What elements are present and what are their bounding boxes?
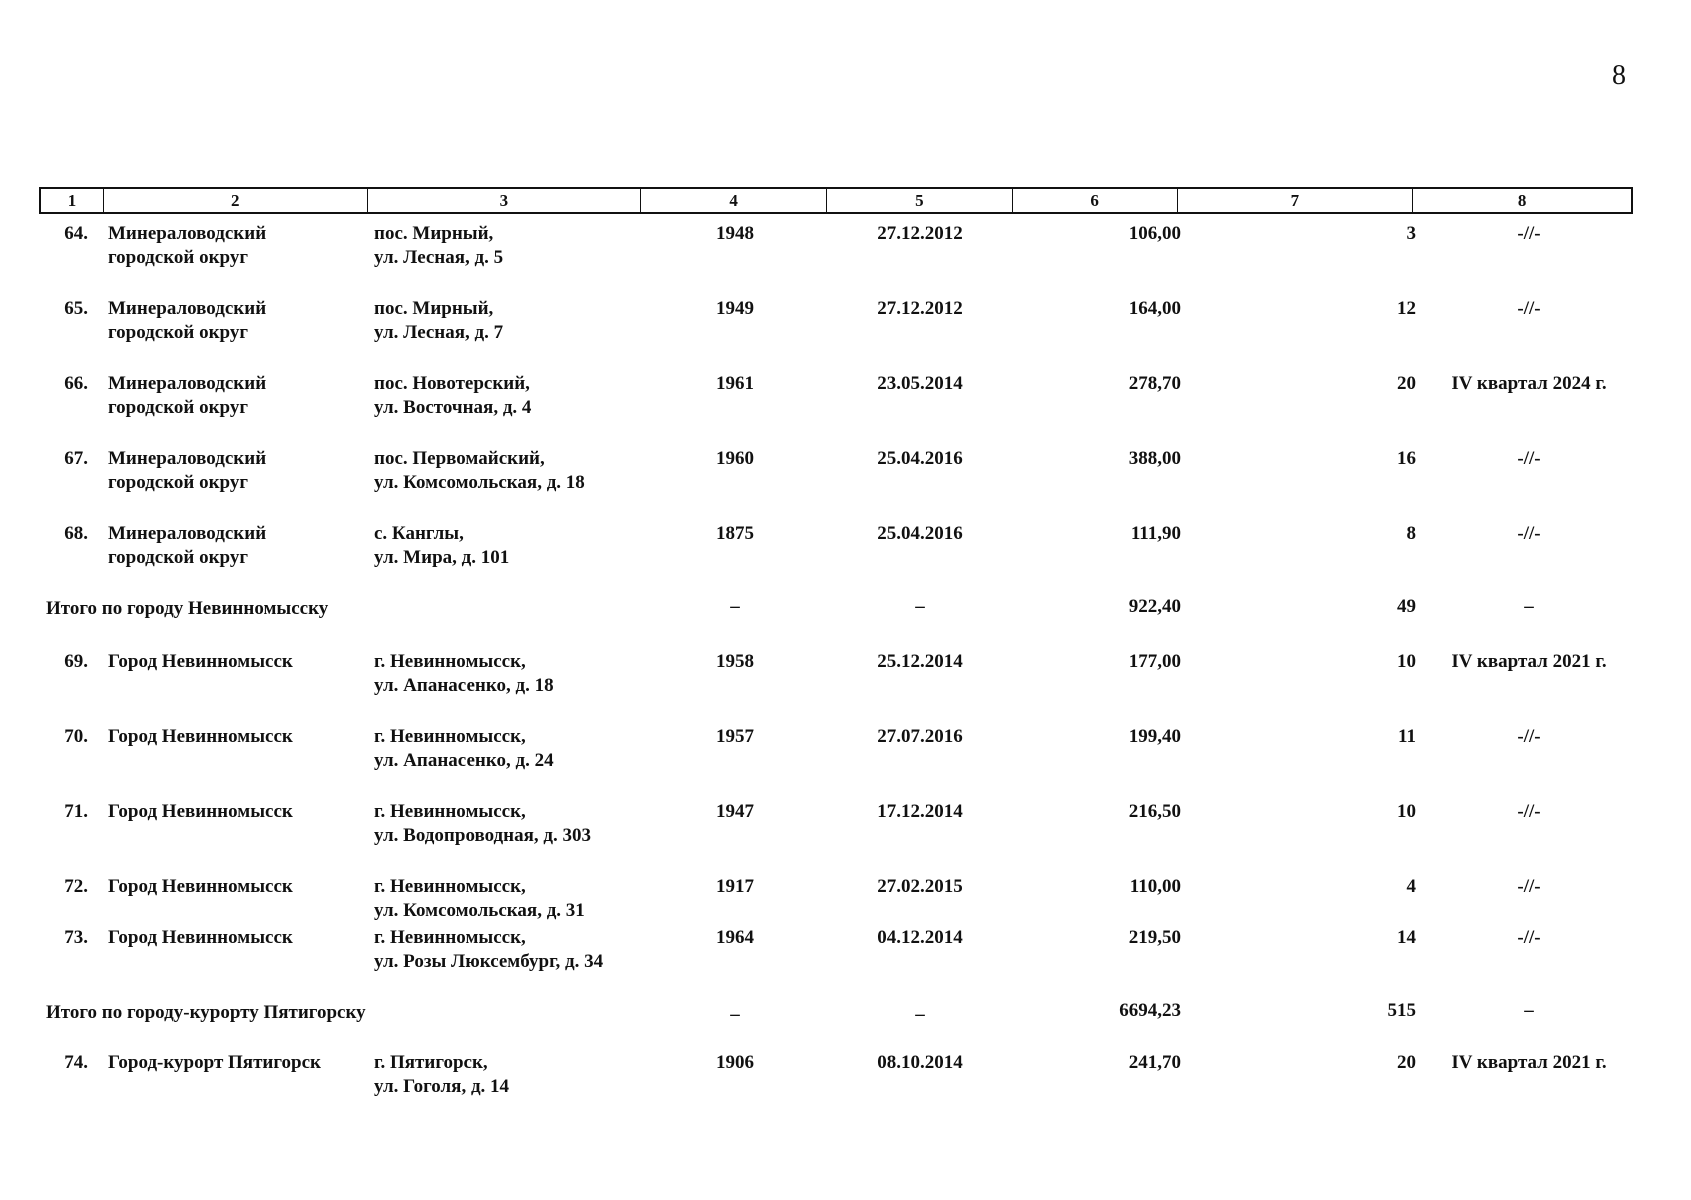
decision-date: 27.07.2016 (877, 726, 963, 747)
row-number: 73. (64, 927, 88, 948)
address: г. Пятигорск, ул. Гоголя, д. 14 (374, 1052, 510, 1097)
term: -//- (1517, 876, 1541, 897)
table-row (0, 642, 1691, 717)
row-number: 70. (64, 726, 88, 747)
year-built: 1958 (716, 651, 754, 672)
row-number: 65. (64, 298, 88, 319)
page-number: 8 (1612, 60, 1626, 91)
residents: 20 (1397, 373, 1416, 394)
address: пос. Мирный, ул. Лесная, д. 7 (374, 298, 504, 343)
header-col-2: 2 (104, 189, 368, 212)
municipality: Город Невинномысск (108, 726, 293, 747)
term: -//- (1517, 726, 1541, 747)
decision-date: 08.10.2014 (877, 1052, 963, 1073)
header-col-6: 6 (1013, 189, 1178, 212)
municipality: Минераловодский городской округ (108, 523, 267, 568)
table-row (0, 439, 1691, 514)
table-row (0, 717, 1691, 792)
residents: 3 (1406, 223, 1416, 244)
term: -//- (1517, 927, 1541, 948)
decision-date: 27.12.2012 (877, 298, 963, 319)
municipality: Минераловодский городской округ (108, 448, 267, 493)
area: 177,00 (1128, 651, 1181, 672)
decision-date: 17.12.2014 (877, 801, 963, 822)
header-col-8: 8 (1517, 191, 1527, 210)
area: 388,00 (1128, 448, 1181, 469)
row-number: 69. (64, 651, 88, 672)
subtotal-label: Итого по городу Невинномысску (46, 598, 329, 619)
decision-date: 04.12.2014 (877, 927, 963, 948)
table-row (0, 514, 1691, 587)
decision-date: 25.12.2014 (877, 651, 963, 672)
header-col-1: 1 (41, 189, 104, 212)
municipality: Город Невинномысск (108, 876, 293, 897)
year-built: 1906 (716, 1052, 754, 1073)
decision-date: 25.04.2016 (877, 523, 963, 544)
term: -//- (1517, 298, 1541, 319)
address: с. Канглы, ул. Мира, д. 101 (374, 523, 510, 568)
table-row (0, 364, 1691, 439)
term: -//- (1517, 448, 1541, 469)
address: г. Невинномысск, ул. Розы Люксембург, д. 34 (374, 927, 604, 972)
subtotal-date: – (915, 596, 925, 617)
residents: 10 (1397, 801, 1416, 822)
area: 216,50 (1128, 801, 1181, 822)
address: г. Невинномысск, ул. Водопроводная, д. 303 (374, 801, 591, 846)
row-number: 67. (64, 448, 88, 469)
residents: 16 (1397, 448, 1416, 469)
residents: 14 (1397, 927, 1416, 948)
municipality: Город Невинномысск (108, 801, 293, 822)
table-row (0, 792, 1691, 867)
subtotal-date: – (915, 1004, 925, 1025)
year-built: 1947 (716, 801, 754, 822)
municipality: Минераловодский городской округ (108, 223, 267, 268)
address: пос. Первомайский, ул. Комсомольская, д. 18 (374, 448, 585, 493)
year-built: 1964 (716, 927, 754, 948)
year-built: 1957 (716, 726, 754, 747)
year-built: 1949 (716, 298, 754, 319)
subtotal-label: Итого по городу-курорту Пятигорску (46, 1002, 366, 1023)
subtotal-row (0, 587, 1691, 642)
term: IV квартал 2021 г. (1451, 651, 1607, 672)
decision-date: 27.12.2012 (877, 223, 963, 244)
area: 111,90 (1130, 523, 1181, 544)
term: IV квартал 2024 г. (1451, 373, 1607, 394)
row-number: 68. (64, 523, 88, 544)
header-col-3: 3 (368, 189, 642, 212)
row-number: 72. (64, 876, 88, 897)
table-row (0, 1043, 1691, 1118)
term: IV квартал 2021 г. (1451, 1052, 1607, 1073)
table-row (0, 214, 1691, 289)
address: г. Невинномысск, ул. Комсомольская, д. 31 (374, 876, 585, 921)
area: 110,00 (1129, 876, 1181, 897)
address: г. Невинномысск, ул. Апанасенко, д. 18 (374, 651, 554, 696)
residents: 12 (1397, 298, 1416, 319)
table-row (0, 289, 1691, 364)
municipality: Город Невинномысск (108, 651, 293, 672)
term: -//- (1517, 523, 1541, 544)
term: -//- (1517, 801, 1541, 822)
area: 241,70 (1128, 1052, 1181, 1073)
subtotal-residents: 49 (1397, 596, 1416, 617)
area: 199,40 (1128, 726, 1181, 747)
address: пос. Новотерский, ул. Восточная, д. 4 (374, 373, 532, 418)
municipality: Город Невинномысск (108, 927, 293, 948)
subtotal-area: 6694,23 (1119, 1000, 1181, 1021)
residents: 4 (1406, 876, 1416, 897)
subtotal-row (0, 991, 1691, 1043)
decision-date: 23.05.2014 (877, 373, 963, 394)
year-built: 1948 (716, 223, 754, 244)
residents: 8 (1406, 523, 1416, 544)
residents: 10 (1397, 651, 1416, 672)
subtotal-year: – (730, 1004, 740, 1025)
row-number: 74. (64, 1052, 88, 1073)
address: г. Невинномысск, ул. Апанасенко, д. 24 (374, 726, 554, 771)
year-built: 1961 (716, 373, 754, 394)
area: 164,00 (1128, 298, 1181, 319)
year-built: 1917 (716, 876, 754, 897)
subtotal-residents: 515 (1387, 1000, 1416, 1021)
residents: 11 (1398, 726, 1416, 747)
header-col-4: 4 (641, 189, 827, 212)
area: 278,70 (1128, 373, 1181, 394)
table-row (0, 918, 1691, 991)
residents: 20 (1397, 1052, 1416, 1073)
area: 219,50 (1128, 927, 1181, 948)
row-number: 66. (64, 373, 88, 394)
subtotal-area: 922,40 (1128, 596, 1181, 617)
subtotal-term: – (1524, 596, 1534, 617)
table-row (0, 867, 1691, 921)
header-col-5: 5 (827, 189, 1013, 212)
table-body (0, 214, 1691, 1118)
municipality: Минераловодский городской округ (108, 373, 267, 418)
address: пос. Мирный, ул. Лесная, д. 5 (374, 223, 504, 268)
year-built: 1960 (716, 448, 754, 469)
municipality: Минераловодский городской округ (108, 298, 267, 343)
row-number: 64. (64, 223, 88, 244)
subtotal-year: – (730, 596, 740, 617)
year-built: 1875 (716, 523, 754, 544)
header-col-7: 7 (1178, 189, 1414, 212)
subtotal-term: – (1524, 1000, 1534, 1021)
decision-date: 27.02.2015 (877, 876, 963, 897)
decision-date: 25.04.2016 (877, 448, 963, 469)
area: 106,00 (1128, 223, 1181, 244)
row-number: 71. (64, 801, 88, 822)
municipality: Город-курорт Пятигорск (108, 1052, 321, 1073)
term: -//- (1517, 223, 1541, 244)
table-header (39, 187, 1633, 214)
